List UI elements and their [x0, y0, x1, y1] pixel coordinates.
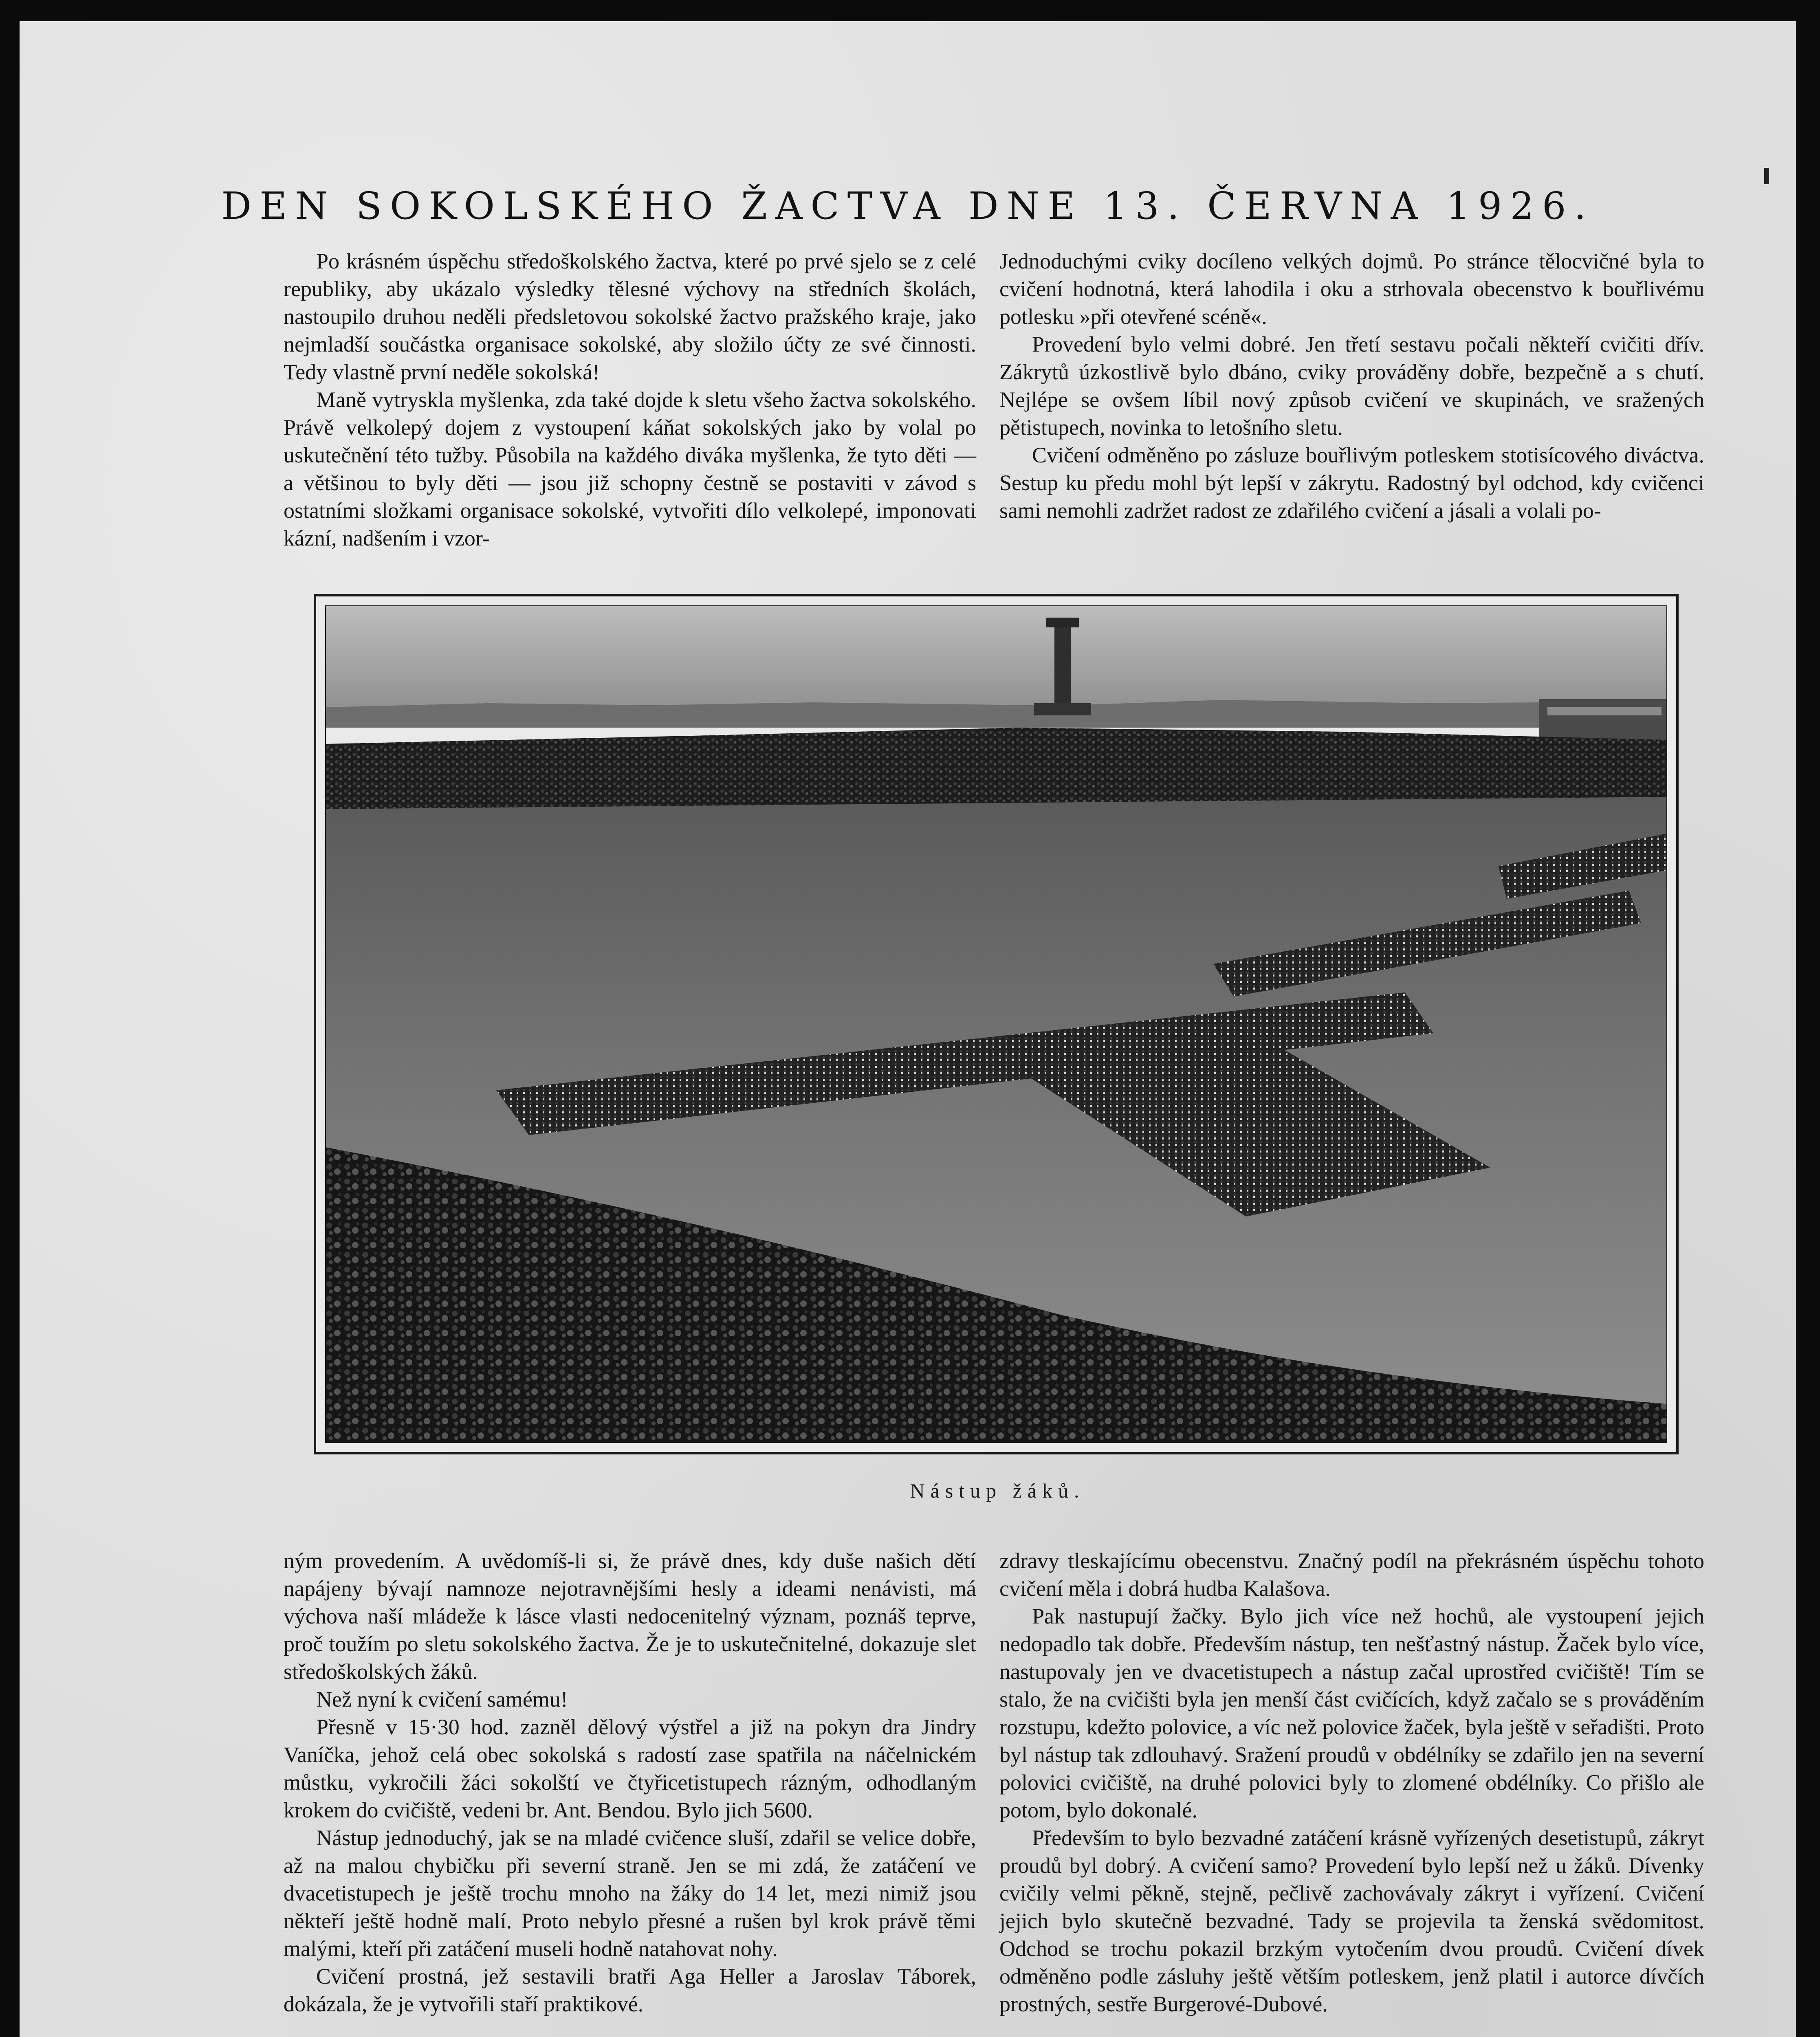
- column-bottom-left: [284, 1547, 976, 2018]
- paragraph: Maně vytryskla myšlenka, zda také dojde k sletu všeho žactva sokolského. Právě velkolepý dojem z vystoupení káňat sokolských jako by volal po uskutečnění této tužby. Působila na každého diváka myšlenka, že tyto děti — a většinou to byly děti — jsou již schopny čestně se postaviti v závod s ostatními složkami organisace sokolské, vytvořiti dílo velkolepé, imponovati kázní, nadšením i vzor-: [284, 387, 976, 550]
- paragraph: Pak nastupují žačky. Bylo jich více než hochů, ale vystoupení jejich nedopadlo tak dobře. Především nástup, ten nešťastný nástup. Žaček bylo více, nastupovaly jen ve dvacetistupech a nástup začal uprostřed cvičiště! Tím se stalo, že na cvičišti byla jen menší část cvičících, když začalo se s prováděním rozstupu, kdežto polovice, a víc než polovice žaček, byla ještě v seřadišti. Proto byl nástup tak zdlouhavý. Sražení proudů v obdélníky se zdařilo jen na severní polovici cvičiště, na druhé polovici byly to zlomené obdélníky. Co přišlo ale potom, bylo dokonalé.: [999, 1604, 1704, 1822]
- paragraph: ným provedením. A uvědomíš-li si, že právě dnes, kdy duše našich dětí napájeny bývají namnoze nejotravnějšími hesly a ideami nenávisti, má výchova naší mládeže k lásce vlasti nedocenitelný význam, poznáš teprve, proč toužím po sletu sokolského žactva. Že je to uskutečnitelné, dokazuje slet středoškolských žáků.: [284, 1549, 976, 1684]
- column-bottom-right: [999, 1547, 1704, 2018]
- paragraph: Nástup jednoduchý, jak se na mladé cvičence sluší, zdařil se velice dobře, až na malou chybičku při severní straně. Jen se mi zdá, že zatáčení ve dvacetistupech je ještě trochu mnoho na žáky do 14 let, mezi nimiž jsou někteří ještě hodně malí. Proto nebylo přesné a rušen byl krok právě těmi malými, kteří při zatáčení museli hodně natahovat nohy.: [284, 1826, 976, 1961]
- column-top-left: [284, 247, 976, 552]
- photo-caption: Nástup žáků.: [910, 1479, 1085, 1502]
- paragraph: Především to bylo bezvadné zatáčení krásně vyřízených desetistupů, zákryt proudů byl dobrý. A cvičení samo? Provedení bylo lepší než u žáků. Dívenky cvičily velmi pěkně, stejně, pečlivě zachovávaly zákryt i vyřízení. Cvičení jejich bylo skutečně bezvadné. Tady se projevila ta ženská svědomitost. Odchod se trochu pokazil brzkým vytočením dvou proudů. Cvičení dívek odměněno podle zásluhy ještě větším potleskem, jenž platil i autorce dívčích prostných, sestře Burgerové-Dubové.: [999, 1826, 1704, 2016]
- paragraph: Cvičení prostná, jež sestavili bratři Aga Heller a Jaroslav Táborek, dokázala, že je vytvořili staří praktikové.: [284, 1964, 976, 2016]
- paragraph: Jednoduchými cviky docíleno velkých dojmů. Po stránce tělocvičné byla to cvičení hodnotná, která lahodila i oku a strhovala obecenstvo k bouřlivému potlesku »při otevřené scéně«.: [999, 249, 1704, 329]
- paragraph: Cvičení odměněno po zásluze bouřlivým potleskem stotisícového diváctva. Sestup ku předu mohl být lepší v zákrytu. Radostný byl odchod, kdy cvičenci sami nemohli zadržet radost ze zdařilého cvičení a jásali a volali po-: [999, 443, 1704, 523]
- margin-mark: [1764, 168, 1769, 184]
- article-title: DEN SOKOLSKÉHO ŽACTVA DNE 13. ČERVNA 1926.: [221, 184, 1594, 228]
- paragraph: Po krásném úspěchu středoškolského žactva, které po prvé sjelo se z celé republiky, aby ukázalo výsledky tělesné výchovy na středních školách, nastoupilo druhou neděli předsletovou sokolské žactvo pražského kraje, jako nejmladší součástka organisace sokolské, aby složilo účty ze své činnosti. Tedy vlastně první neděle sokolská!: [284, 249, 976, 384]
- paragraph: Přesně v 15·30 hod. zazněl dělový výstřel a již na pokyn dra Jindry Vaníčka, jehož celá obec sokolská s radostí zase spatřila na náčelnickém můstku, vykročili žáci sokolští ve čtyřicetistupech rázným, odhodlaným krokem do cvičiště, vedeni br. Ant. Bendou. Bylo jich 5600.: [284, 1715, 976, 1822]
- column-top-right: [999, 247, 1704, 524]
- paragraph: zdravy tleskajícímu obecenstvu. Značný podíl na překrásném úspěchu tohoto cvičení měla i dobrá hudba Kalašova.: [999, 1549, 1704, 1601]
- magazine-page: [20, 21, 1796, 2037]
- photo-frame: [314, 594, 1679, 1454]
- stadium-photo: [325, 605, 1667, 1443]
- paragraph: Provedení bylo velmi dobré. Jen třetí sestavu počali někteří cvičiti dřív. Zákrytů úzkostlivě bylo dbáno, cviky prováděny dobře, bezpečně a s chutí. Nejlépe se ovšem líbil nový způsob cvičení ve skupinách, ve sražených pětistupech, novinka to letošního sletu.: [999, 332, 1704, 440]
- paragraph: Než nyní k cvičení samému!: [316, 1687, 568, 1711]
